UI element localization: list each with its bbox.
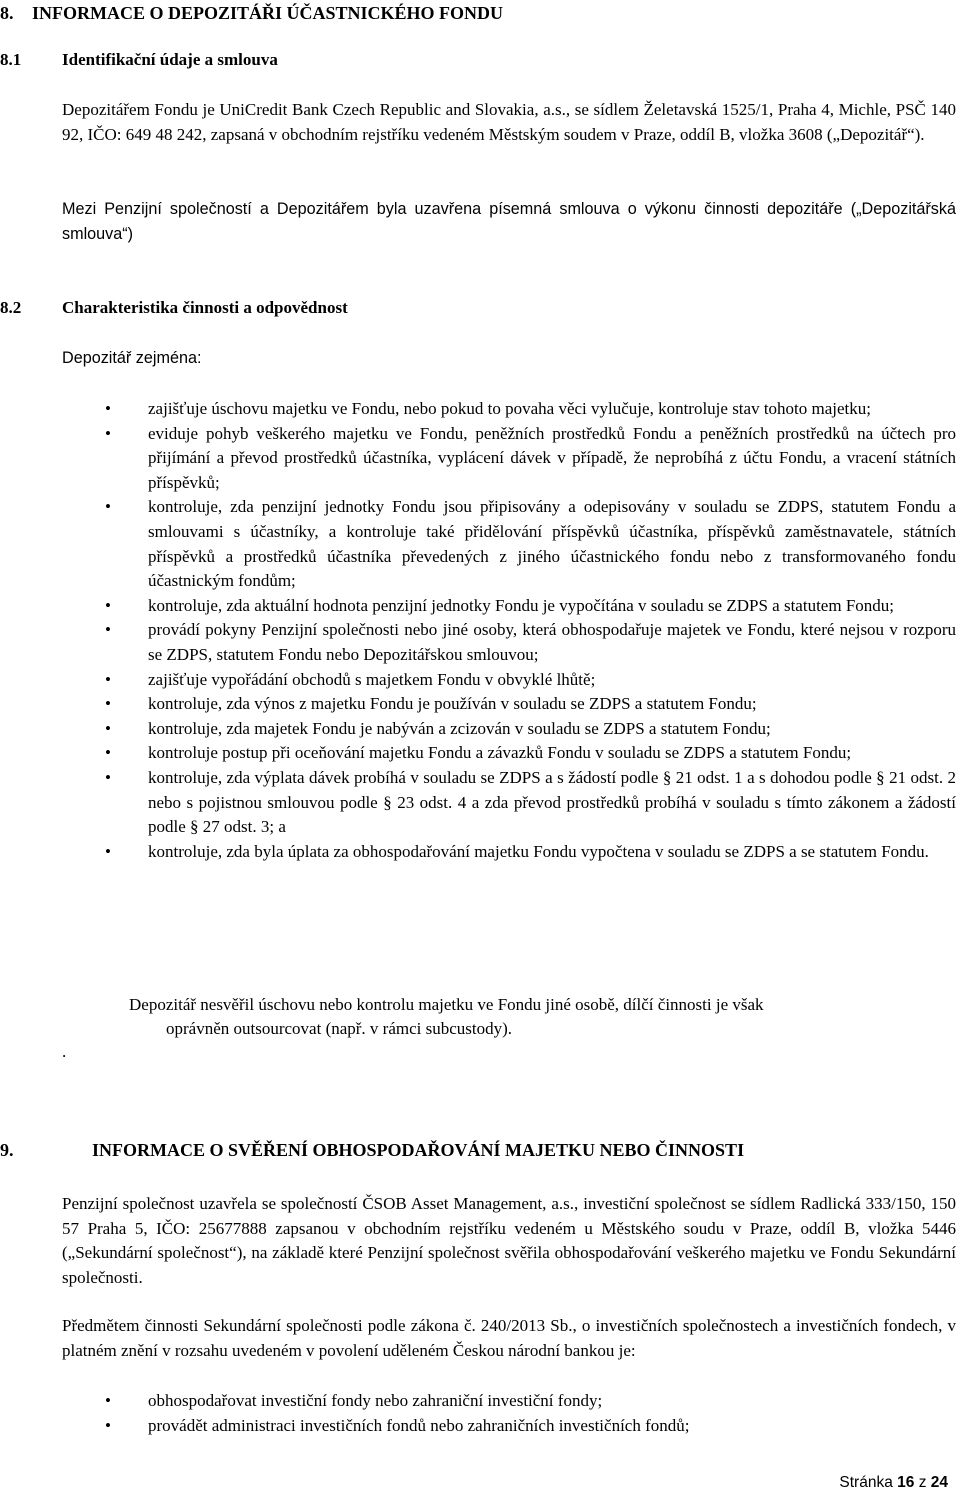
subsection-8-2-heading [0,298,960,322]
depositary-identification-paragraph: Depozitářem Fondu je UniCredit Bank Czech Republic and Slovakia, a.s., se sídlem Želetavská 1525/1, Praha 4, Michle, PSČ 140 92, IČO: 649 48 242, zapsaná v obchodním rejstříku vedeném Městským soudem v Praze, oddíl B, vložka 3608 („Depozitář“). [62,100,956,144]
subsection-title: Charakteristika činnosti a odpovědnost [62,298,348,317]
bullet-icon: • [105,841,111,861]
secondary-company-activities-list [0,1389,960,1438]
subsection-number: 8.1 [0,50,22,69]
list-item: • kontroluje, zda výplata dávek probíhá v souladu se ZDPS a s žádostí podle § 21 odst. 1 a s dohodou podle § 21 odst. 2 nebo s pojistnou smlouvou podle § 23 odst. 4 a zda převod prostředků probíhá v souladu s tímto zákonem a žádostí podle § 27 odst. 3; a [105,767,956,837]
section-number: 8. [0,3,14,23]
bullet-icon: • [105,1391,111,1410]
bullet-icon: • [105,497,111,517]
list-item: • zajišťuje úschovu majetku ve Fondu, nebo pokud to povaha věci vylučuje, kontroluje stav tohoto majetku; [0,397,956,422]
list-item: • kontroluje, zda majetek Fondu je nabýván a zcizován v souladu se ZDPS a statutem Fondu; [0,717,956,742]
bullet-icon: • [105,423,111,443]
list-item: • kontroluje postup při oceňování majetku Fondu a závazků Fondu v souladu se ZDPS a statutem Fondu; [0,741,956,766]
secondary-company-activity-paragraph: Předmětem činnosti Sekundární společnosti podle zákona č. 240/2013 Sb., o investičních společnostech a investičních fondech, v platném znění v rozsahu uvedeném v povolení uděleném Českou národní bankou je: [62,1316,956,1360]
bullet-icon: • [105,767,111,787]
bullet-icon: • [105,694,111,714]
stray-dot: . [62,1042,67,1061]
section-number: 9. [0,1140,14,1160]
bullet-icon: • [105,669,111,689]
list-item: • kontroluje, zda výnos z majetku Fondu je používán v souladu se ZDPS a statutem Fondu; [0,692,956,717]
section-9-heading [0,1140,960,1164]
outsourcing-note-line-2: oprávněn outsourcovat (např. v rámci subcustody). [166,1019,513,1038]
section-title: INFORMACE O DEPOZITÁŘI ÚČASTNICKÉHO FONDU [32,3,504,23]
outsourcing-note-line-1: Depozitář nesvěřil úschovu nebo kontrolu majetku ve Fondu jiné osobě, dílčí činnosti je však [129,995,764,1014]
delegation-paragraph: Penzijní společnost uzavřela se společností ČSOB Asset Management, a.s., investiční společnost se sídlem Radlická 333/150, 150 57 Praha 5, IČO: 25677888 zapsanou v obchodním rejstříku vedeném u Městského soudu v Praze, oddíl B, vložka 5446 („Sekundární společnost“), na základě které Penzijní společnost svěřila obhospodařování veškerého majetku ve Fondu Sekundární společnosti. [62,1194,956,1287]
list-item: • provádí pokyny Penzijní společnosti nebo jiné osoby, která obhospodařuje majetek ve Fondu, které nejsou v rozporu se ZDPS, statutem Fondu nebo Depozitářskou smlouvou; [105,620,956,664]
footer-label: Stránka [839,1474,893,1491]
bullet-icon: • [105,718,111,738]
list-item: • provádět administraci investičních fondů nebo zahraničních investičních fondů; [0,1414,956,1439]
bullet-icon: • [105,620,111,640]
list-item: • zajišťuje vypořádání obchodů s majetkem Fondu v obvyklé lhůtě; [0,668,956,693]
footer-of: z [918,1474,927,1491]
bullet-icon: • [105,595,111,615]
bullet-icon: • [105,399,111,418]
subsection-number: 8.2 [0,298,22,317]
subsection-title: Identifikační údaje a smlouva [62,50,278,69]
list-item: • kontroluje, zda byla úplata za obhospodařování majetku Fondu vypočtena v souladu se ZDPS a se statutem Fondu. [0,840,956,865]
depositary-contract-paragraph: Mezi Penzijní společností a Depozitářem byla uzavřena písemná smlouva o výkonu činnosti depozitáře („Depozitářská smlouva“) [62,200,956,243]
page-number-footer [839,1474,948,1492]
list-item: • eviduje pohyb veškerého majetku ve Fondu, peněžních prostředků Fondu a peněžních prostředků na účtech pro přijímání a převod prostředků účastníka, vyplácení dávek v případě, že neprobíhá z účtu Fondu, a vracení státních příspěvků; [105,423,956,492]
bullet-icon: • [105,743,111,763]
section-8-heading [0,3,960,27]
bullet-icon: • [105,1415,111,1435]
list-item: • kontroluje, zda aktuální hodnota penzijní jednotky Fondu je vypočítána v souladu se ZDPS a statutem Fondu; [0,594,956,619]
section-title: INFORMACE O SVĚŘENÍ OBHOSPODAŘOVÁNÍ MAJETKU NEBO ČINNOSTI [92,1140,745,1160]
depositary-duties-list [0,397,960,864]
total-pages: 24 [930,1474,948,1491]
subsection-8-1-heading [0,50,960,74]
depositary-intro-text: Depozitář zejména: [62,349,202,367]
list-item: • kontroluje, zda penzijní jednotky Fondu jsou připisovány a odepisovány v souladu se ZDPS, statutem Fondu a smlouvami s účastníky, a kontroluje také přidělování příspěvků účastníka, příspěvků zaměstnavatele, státních příspěvků a prostředků účastníka převedených z jiného účastnického fondu nebo z transformovaného fondu účastnickým fondům; [105,497,956,591]
list-item: • obhospodařovat investiční fondy nebo zahraniční investiční fondy; [0,1389,956,1414]
current-page: 16 [897,1474,915,1491]
